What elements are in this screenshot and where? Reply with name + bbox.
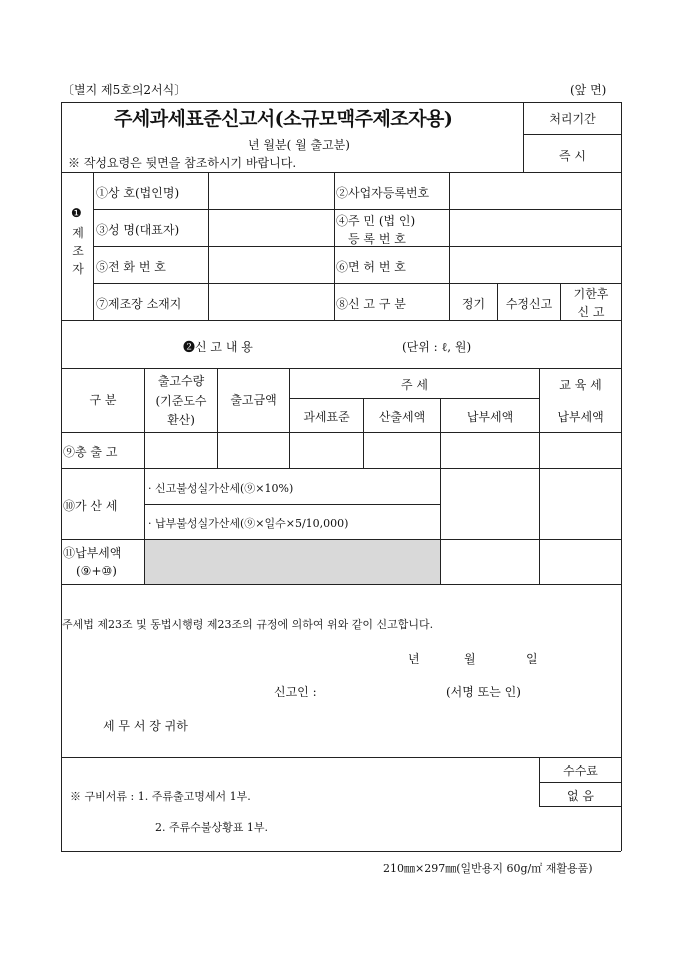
instruction-notice: ※ 작성요령은 뒷면을 참조하시기 바랍니다. bbox=[68, 156, 297, 170]
processing-period-label: 처리기간 bbox=[549, 112, 596, 126]
row-payable-tax-line2: (⑨+⑩) bbox=[76, 564, 117, 578]
phone-number-label: ⑤전 화 번 호 bbox=[96, 260, 166, 274]
business-name-label: ①상 호(법인명) bbox=[96, 186, 180, 200]
factory-address-label: ⑦제조장 소재지 bbox=[96, 297, 182, 311]
attachments-item2: 2. 주류수불상황표 1부. bbox=[155, 821, 268, 834]
col-education-payable: 납부세액 bbox=[557, 410, 604, 424]
attachments-item1: ※ 구비서류 : 1. 주류출고명세서 1부. bbox=[70, 790, 251, 803]
addressee: 세 무 서 장 귀하 bbox=[103, 719, 188, 733]
col-calculated-tax: 산출세액 bbox=[378, 410, 426, 424]
report-content-heading: ❷신 고 내 용 bbox=[183, 340, 253, 354]
report-unit: (단위 : ℓ, 원) bbox=[402, 340, 472, 354]
col-liquor-tax: 주 세 bbox=[401, 378, 428, 392]
col-payable-tax: 납부세액 bbox=[466, 410, 514, 424]
resident-number-label-line1: ④주 민 (법 인) bbox=[336, 214, 416, 228]
report-period: 년 월분( 월 출고분) bbox=[248, 138, 350, 152]
col-qty-line2: (기준도수 bbox=[155, 394, 207, 408]
col-tax-base: 과세표준 bbox=[303, 410, 350, 424]
declarant-label: 신고인 : bbox=[274, 685, 317, 699]
report-type-label: ⑧신 고 구 분 bbox=[336, 297, 406, 311]
resident-number-label-line2: 등 록 번 호 bbox=[348, 232, 406, 246]
penalty-report-item: · 신고불성실가산세(⑨×10%) bbox=[148, 482, 294, 495]
form-reference: 〔별지 제5호의2서식〕 bbox=[62, 83, 187, 97]
row-penalty-tax: ⑩가 산 세 bbox=[63, 499, 118, 513]
business-reg-number-label: ②사업자등록번호 bbox=[336, 186, 430, 200]
paper-spec-footer: 210㎜×297㎜(일반용지 60g/㎡ 재활용품) bbox=[383, 862, 593, 875]
report-type-amended[interactable]: 수정신고 bbox=[505, 297, 553, 311]
fee-value: 없 음 bbox=[567, 789, 594, 803]
date-month: 월 bbox=[464, 652, 476, 666]
page-side-label: (앞 면) bbox=[570, 83, 607, 97]
processing-period-value: 즉 시 bbox=[559, 149, 586, 163]
penalty-payment-item: · 납부불성실가산세(⑨×일수×5/10,000) bbox=[148, 517, 349, 530]
signature-label: (서명 또는 인) bbox=[446, 685, 521, 699]
shaded-cell bbox=[145, 540, 440, 584]
form-title: 주세과세표준신고서(소규모맥주제조자용) bbox=[114, 108, 453, 130]
col-category: 구 분 bbox=[89, 393, 117, 407]
date-day: 일 bbox=[526, 652, 538, 666]
fee-label: 수수료 bbox=[563, 764, 598, 778]
col-amount: 출고금액 bbox=[230, 393, 277, 407]
section-marker-icon: ❶ bbox=[71, 206, 82, 220]
report-type-regular[interactable]: 정기 bbox=[461, 297, 486, 311]
col-qty-line1: 출고수량 bbox=[157, 374, 205, 388]
declaration-statement: 주세법 제23조 및 동법시행령 제23조의 규정에 의하여 위와 같이 신고합니다. bbox=[62, 618, 434, 631]
report-type-late-line1[interactable]: 기한후 bbox=[573, 287, 609, 301]
report-type-late-line2[interactable]: 신 고 bbox=[577, 305, 605, 319]
date-year: 년 bbox=[408, 652, 420, 666]
col-qty-line3: 환산) bbox=[167, 413, 195, 427]
license-number-label: ⑥면 허 번 호 bbox=[336, 260, 406, 274]
manufacturer-section-label: 제조자 bbox=[72, 226, 84, 276]
row-total-shipment: ⑨총 출 고 bbox=[63, 445, 118, 459]
col-education-tax: 교 육 세 bbox=[559, 378, 602, 392]
representative-name-label: ③성 명(대표자) bbox=[96, 223, 180, 237]
row-payable-tax-line1: ⑪납부세액 bbox=[63, 546, 122, 560]
